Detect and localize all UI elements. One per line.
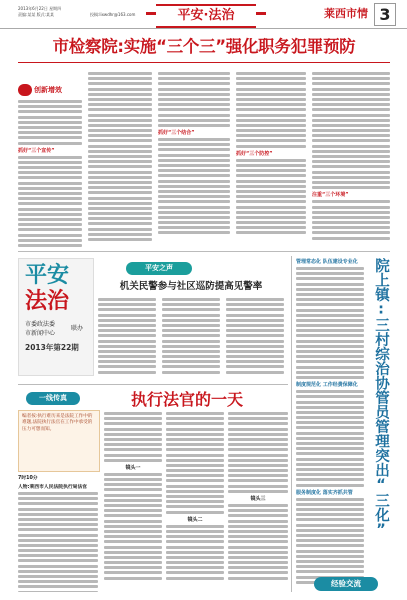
masthead-line2: 法治 <box>25 289 70 314</box>
frontline-subhead-b: 镜头二 <box>187 516 203 523</box>
lead-column-5 <box>312 72 390 248</box>
lead-subhead-2: 抓好“三个结合” <box>158 130 195 137</box>
frontline-top-rule <box>18 384 288 385</box>
masthead-issue: 2013年第22期 <box>25 343 79 352</box>
exchange-tag: 经验交流 <box>314 577 378 591</box>
masthead-line1: 平安 <box>25 263 70 288</box>
voice-headline: 机关民警参与社区巡防提高见警率 <box>119 281 263 292</box>
frontline-place: 人物:莱西市人民法院执行局法官 <box>18 485 88 490</box>
page-number: 3 <box>374 3 396 26</box>
voice-column-3 <box>226 298 284 376</box>
masthead-joint: 联办 <box>71 325 84 332</box>
frontline-intro: 编者按:执行难历来是法院工作中的难题,法院执行法官在工作中承受的压力可想而知。 <box>22 414 93 432</box>
lead-tag-label: 创新增效 <box>34 86 62 94</box>
lead-column-2 <box>88 72 152 248</box>
header-email: 投稿:lixwdhr@163.com <box>90 12 136 17</box>
frontline-subhead-c: 镜头三 <box>250 496 266 502</box>
header-date: 2013年6月22日 星期四 <box>18 6 62 11</box>
right-subhead-3: 服务制度化 落实齐抓共管 <box>296 489 353 496</box>
lead-column-4 <box>236 72 306 248</box>
masthead-box <box>18 258 94 376</box>
title-rule-left <box>146 12 156 15</box>
frontline-subhead-a: 镜头一 <box>125 464 141 471</box>
right-story-headline: 院上镇:三村综治协管员管理突出“三化” <box>373 258 389 538</box>
masthead-org2: 市新闻中心 <box>25 330 56 337</box>
frontline-column-3 <box>166 412 224 592</box>
lead-column-1 <box>18 100 82 248</box>
lead-subhead-4: 注重“三个环境” <box>312 192 349 199</box>
right-story-body <box>296 258 364 592</box>
paper-name: 莱西市情 <box>324 7 368 20</box>
lead-tag-dot <box>18 84 32 96</box>
lead-tag <box>18 84 70 96</box>
column-divider <box>291 256 292 592</box>
title-rule-right <box>256 12 266 15</box>
frontline-tag: 一线传真 <box>26 392 80 405</box>
voice-tag: 平安之声 <box>126 262 192 275</box>
masthead-org1: 市委政法委 <box>25 321 56 328</box>
frontline-column-1 <box>18 474 98 592</box>
lead-column-3 <box>158 72 230 248</box>
voice-column-2 <box>162 298 220 376</box>
lead-headline: 市检察院:实施“三个三”强化职务犯罪预防 <box>52 37 356 56</box>
section-title: 平安·法治 <box>156 4 256 28</box>
frontline-intro-box <box>18 410 100 472</box>
lead-rule <box>18 62 390 63</box>
frontline-column-4 <box>228 412 288 592</box>
lead-bottom-rule <box>18 251 390 252</box>
page-header <box>0 0 407 29</box>
header-editor: 责编:某某 版式:某某 <box>18 12 54 17</box>
lead-subhead-1: 抓好“三个宣传” <box>18 147 55 154</box>
right-subhead-2: 制度规范化 工作经费保障化 <box>296 382 358 389</box>
frontline-time1: 7时10分 <box>18 476 38 481</box>
lead-subhead-3: 抓好“三个防控” <box>236 150 273 157</box>
voice-column-1 <box>98 298 156 376</box>
frontline-headline: 执行法官的一天 <box>130 390 243 409</box>
right-subhead-1: 管理常态化 队伍建设专业化 <box>296 259 358 265</box>
frontline-column-2 <box>104 412 162 592</box>
